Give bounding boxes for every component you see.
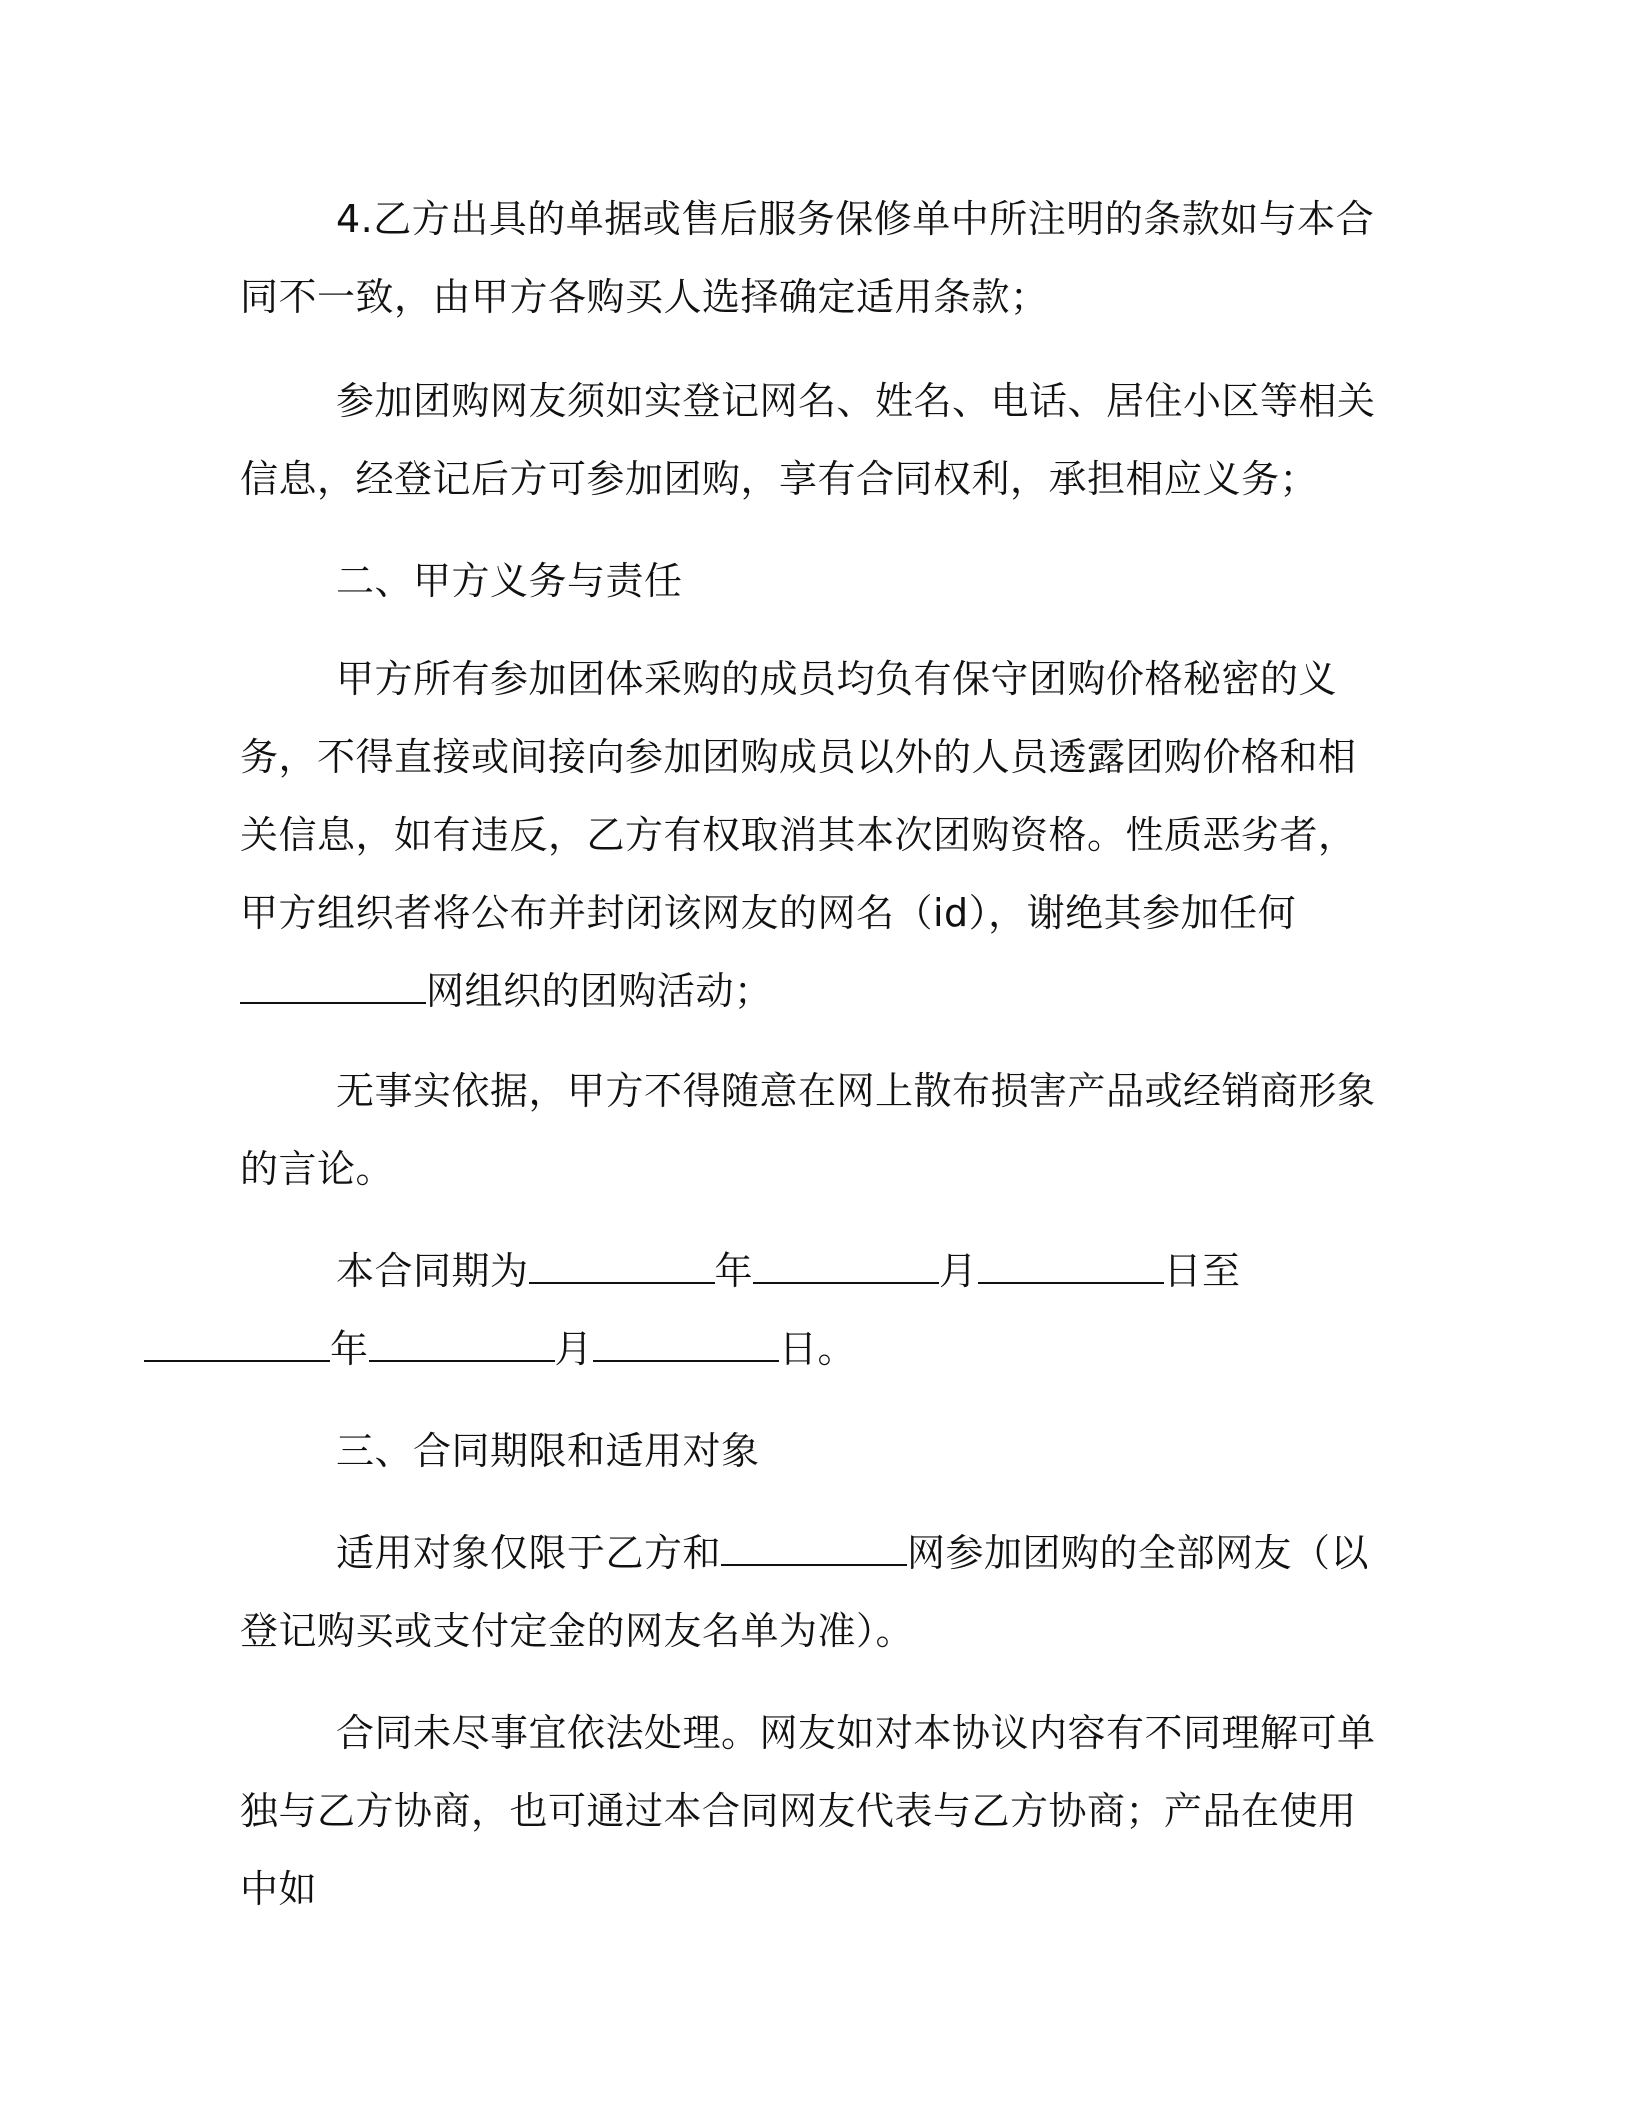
section-heading-2: 二、甲方义务与责任 <box>336 559 683 603</box>
fill-blank <box>978 1252 1164 1284</box>
contract-period-paragraph <box>240 1232 1380 1388</box>
fill-blank <box>529 1252 715 1284</box>
clause-4-paragraph: 4.乙方出具的单据或售后服务保修单中所注明的条款如与本合同不一致，由甲方各购买人选择确定适用条款； <box>240 197 1375 319</box>
fill-blank <box>753 1252 939 1284</box>
applicability-text-end: 网参加团购的全部网友（以登记购买或支付定金的网友名单为准）。 <box>240 1531 1370 1653</box>
applicability-text: 适用对象仅限于乙方和 <box>336 1531 722 1575</box>
period-day-to: 日至 <box>1163 1249 1241 1293</box>
period-year-2: 年 <box>330 1327 369 1371</box>
fill-blank <box>721 1534 907 1566</box>
period-month: 月 <box>939 1249 978 1293</box>
fill-blank <box>144 1330 330 1362</box>
fill-blank <box>369 1330 555 1362</box>
section-heading-3: 三、合同期限和适用对象 <box>336 1429 760 1473</box>
period-end: 日。 <box>779 1327 857 1371</box>
fill-blank <box>593 1330 779 1362</box>
no-slander-paragraph: 无事实依据，甲方不得随意在网上散布损害产品或经销商形象的言论。 <box>240 1069 1376 1191</box>
period-prefix: 本合同期为 <box>336 1249 529 1293</box>
period-month-2: 月 <box>554 1327 594 1371</box>
period-year: 年 <box>714 1249 754 1293</box>
confidentiality-text: 甲方所有参加团体采购的成员均负有保守团购价格秘密的义务，不得直接或间接向参加团购成员以外的人员透露团购价格和相关信息，如有违反，乙方有权取消其本次团购资格。性质恶劣者，甲方组织者将公布并封闭该网友的网名（id），谢绝其参加任何 <box>240 657 1357 935</box>
confidentiality-paragraph <box>240 640 1380 1030</box>
unresolved-matters-paragraph: 合同未尽事宜依法处理。网友如对本协议内容有不同理解可单独与乙方协商，也可通过本合同网友代表与乙方协商；产品在使用中如 <box>240 1711 1376 1911</box>
fill-blank <box>240 972 426 1004</box>
confidentiality-text-end: 网组织的团购活动； <box>426 969 773 1013</box>
registration-paragraph: 参加团购网友须如实登记网名、姓名、电话、居住小区等相关信息，经登记后方可参加团购，享有合同权利，承担相应义务； <box>240 379 1376 501</box>
applicability-paragraph <box>240 1514 1380 1670</box>
